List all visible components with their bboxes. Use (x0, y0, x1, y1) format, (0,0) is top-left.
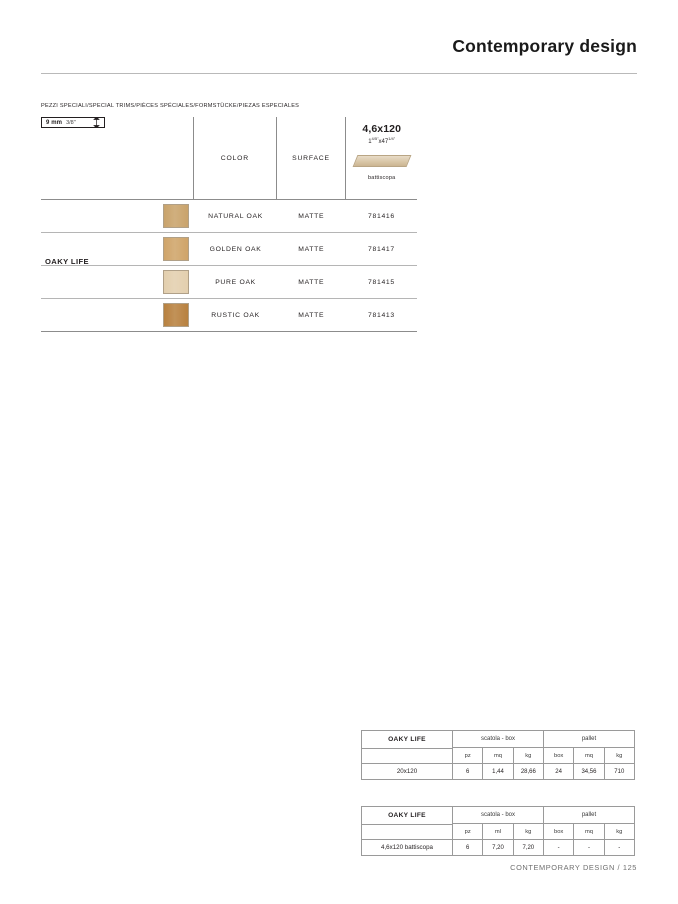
packaging-sub-kg: kg (514, 824, 544, 839)
trims-brand-label: OAKY LIFE (45, 257, 89, 266)
product-code: 781417 (368, 245, 395, 253)
packaging-value-pallet-kg: 710 (614, 768, 625, 775)
color-name: PURE OAK (215, 278, 256, 286)
packaging-sub-mq: mq (483, 748, 513, 763)
packaging-sub-pallet-kg: kg (616, 752, 623, 759)
packaging-value-pallet-mq: - (574, 840, 604, 855)
packaging-group-box: scatola - box (453, 807, 544, 824)
packaging-value-kg: 7,20 (514, 840, 544, 855)
special-trims-caption: PEZZI SPECIALI/SPECIAL TRIMS/PIÈCES SPÉCIALES/FORMSTÜCKE/PIEZAS ESPECIALES (41, 103, 300, 109)
packaging-size: 20x120 (362, 764, 453, 779)
color-name: RUSTIC OAK (211, 311, 260, 319)
packaging-sub-pz: pz (453, 748, 483, 763)
size-imperial-a-sup: 4/5" (371, 136, 379, 141)
thickness-arrow-icon (92, 117, 101, 128)
color-swatch-cell (158, 299, 194, 331)
color-swatch (163, 270, 189, 294)
packaging-table-skirting (361, 806, 635, 856)
packaging-value-box: 24 (544, 764, 574, 779)
header-size-block (346, 117, 417, 199)
color-swatch (163, 237, 189, 261)
table-row (362, 839, 634, 855)
surface-name: MATTE (298, 278, 325, 286)
packaging-value-box: - (544, 840, 574, 855)
color-name: GOLDEN OAK (209, 245, 262, 253)
packaging-sub-pallet-mq: mq (574, 824, 604, 839)
brand-cell (41, 266, 158, 298)
color-name: NATURAL OAK (208, 212, 264, 220)
page-title: Contemporary design (452, 36, 637, 56)
thickness-inch: 3/8" (66, 119, 76, 126)
packaging-header-row (362, 731, 634, 748)
packaging-subheader-row (362, 748, 634, 763)
packaging-sub-ml: ml (483, 824, 513, 839)
packaging-value-ml: 7,20 (483, 840, 513, 855)
page-footer: CONTEMPORARY DESIGN / 125 (510, 863, 637, 872)
header-brand-cell (41, 117, 157, 199)
size-imperial-b-sup: 1/4" (388, 136, 396, 141)
packaging-group-box: scatola - box (453, 731, 544, 748)
product-code: 781413 (368, 311, 395, 319)
size-imperial-b: x47 (378, 139, 389, 145)
packaging-table-tiles (361, 730, 635, 780)
brand-cell (41, 200, 158, 232)
packaging-sub-box: box (544, 748, 574, 763)
packaging-sub-pallet-mq: mq (574, 748, 604, 763)
brand-cell (41, 299, 158, 331)
packaging-size: 4,6x120 battiscopa (362, 840, 453, 855)
packaging-group-pallet: pallet (544, 807, 634, 824)
table-header-row (41, 117, 417, 199)
color-swatch-cell (158, 233, 194, 265)
skirting-profile-icon (355, 152, 409, 169)
size-imperial-a: 1 (368, 139, 372, 145)
size-caption: battiscopa (367, 175, 396, 181)
packaging-group-pallet: pallet (544, 731, 634, 748)
thickness-mm: 9 mm (46, 119, 63, 126)
surface-name: MATTE (298, 311, 325, 319)
packaging-sub-kg: kg (514, 748, 544, 763)
header-color-label: COLOR (193, 117, 275, 199)
header-swatch-cell (157, 117, 193, 199)
table-row (362, 763, 634, 779)
color-swatch-cell (158, 266, 194, 298)
packaging-value-pz: 6 (453, 840, 483, 855)
row-divider (41, 331, 417, 332)
packaging-sub-pallet-kg: kg (616, 828, 623, 835)
packaging-value-pallet-mq: 34,56 (574, 764, 604, 779)
special-trims-table (41, 117, 417, 332)
color-swatch-cell (158, 200, 194, 232)
color-swatch (163, 303, 189, 327)
packaging-value-pallet-kg: - (618, 844, 621, 851)
table-row (41, 200, 417, 232)
product-code: 781416 (368, 212, 395, 220)
surface-name: MATTE (298, 245, 325, 253)
size-imperial-label (368, 136, 395, 145)
packaging-value-kg: 28,66 (514, 764, 544, 779)
packaging-brand-label: OAKY LIFE (362, 807, 453, 824)
packaging-subheader-row (362, 824, 634, 839)
table-row (41, 266, 417, 298)
color-swatch (163, 204, 189, 228)
packaging-value-pz: 6 (453, 764, 483, 779)
trim-rows-container (41, 200, 417, 332)
surface-name: MATTE (298, 212, 325, 220)
product-code: 781415 (368, 278, 395, 286)
packaging-value-mq: 1,44 (483, 764, 513, 779)
header-surface-label: SURFACE (276, 117, 347, 199)
packaging-sub-box: box (544, 824, 574, 839)
size-metric-label: 4,6x120 (362, 123, 402, 135)
table-row (41, 299, 417, 331)
packaging-header-row (362, 807, 634, 824)
header-divider (41, 73, 637, 74)
packaging-sub-pz: pz (453, 824, 483, 839)
table-row (41, 233, 417, 265)
packaging-brand-label: OAKY LIFE (362, 731, 453, 748)
